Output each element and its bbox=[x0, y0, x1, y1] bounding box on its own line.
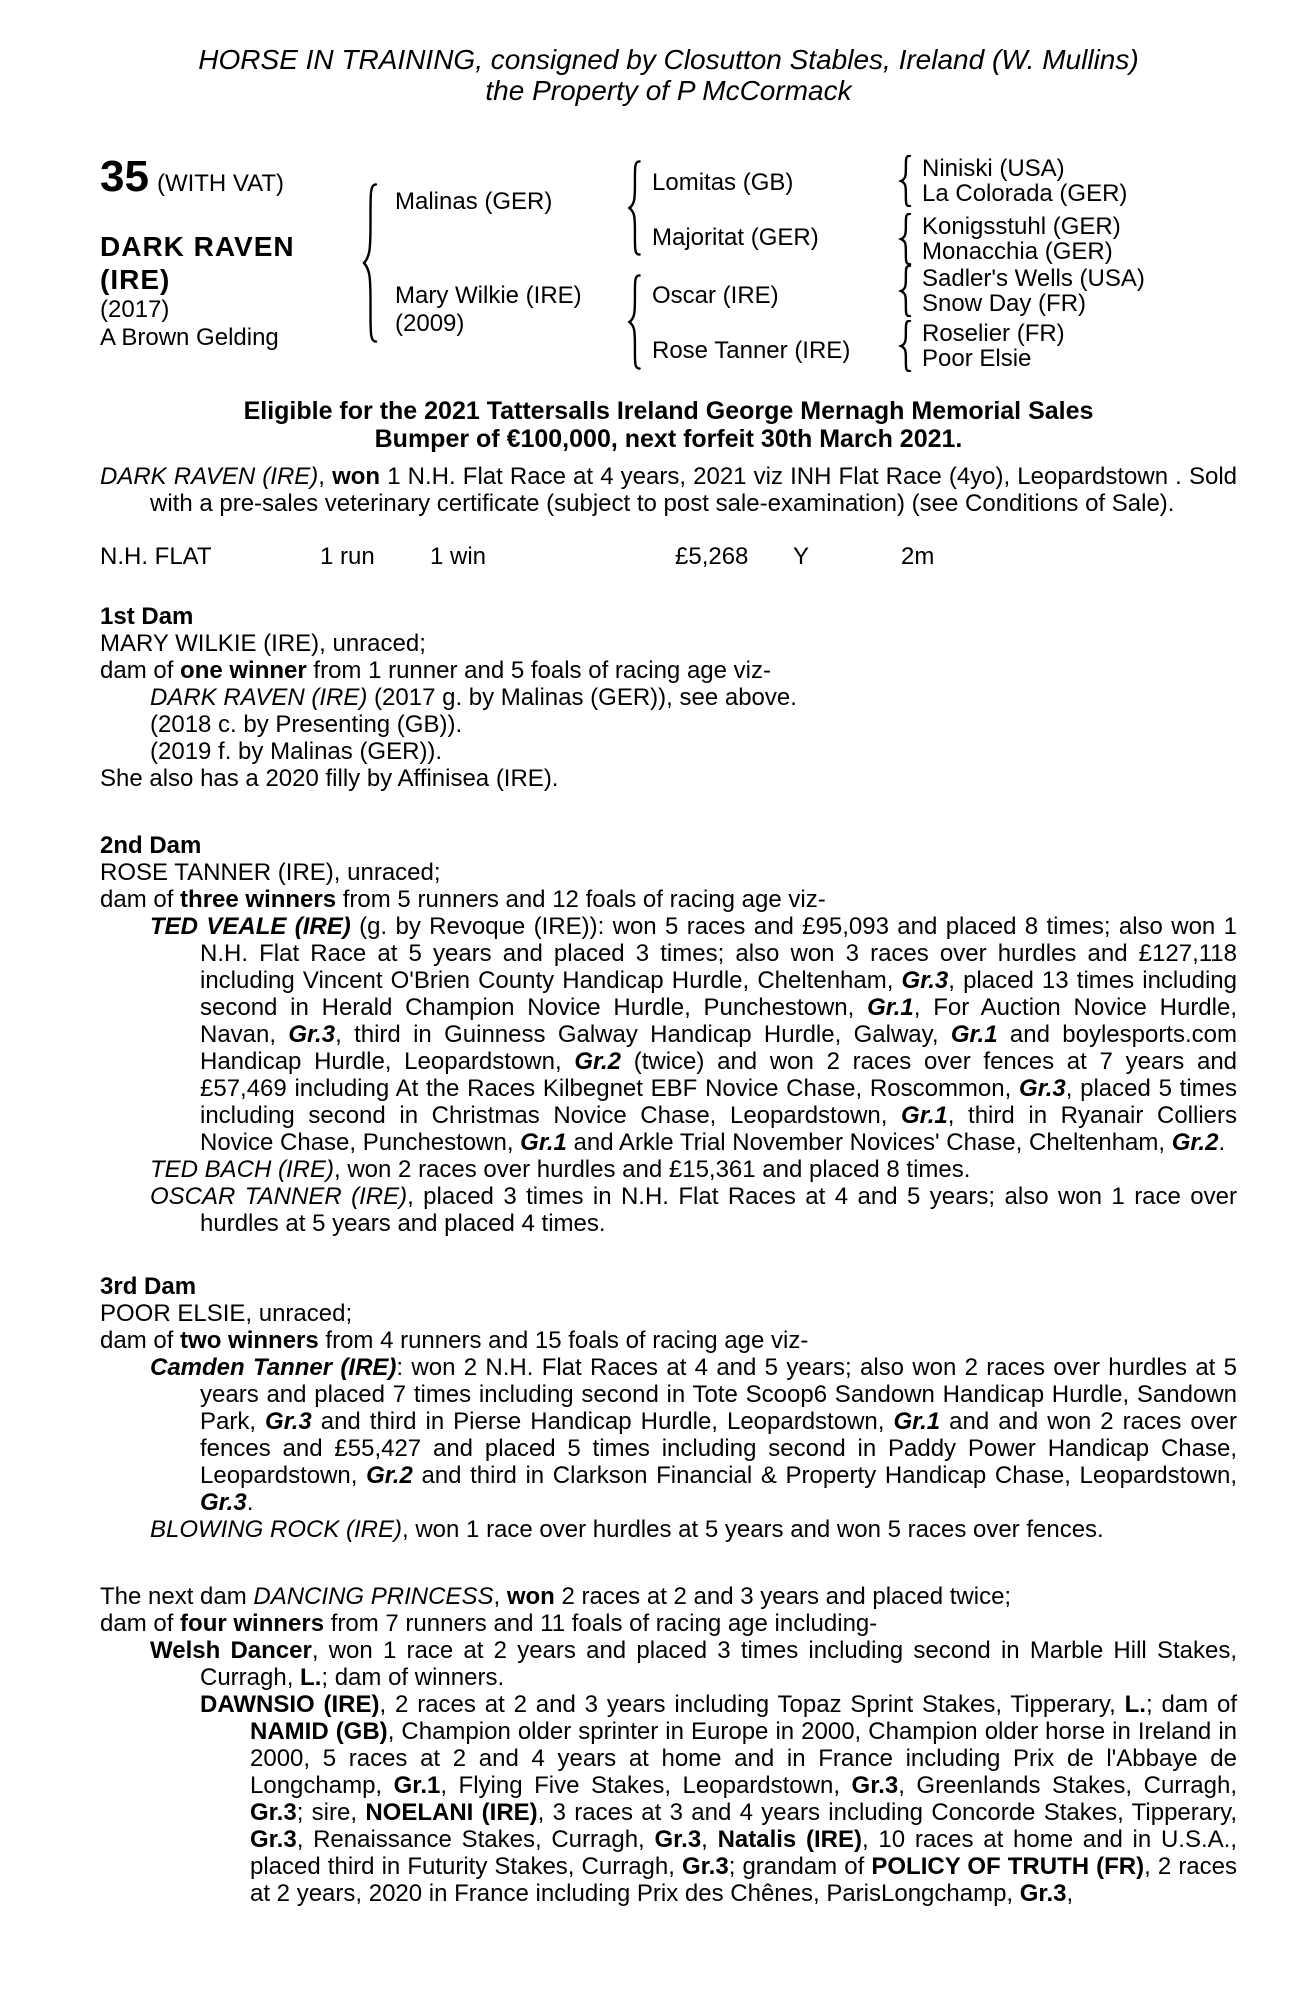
eligibility-line-1: Eligible for the 2021 Tattersalls Ireland George Mernagh Memorial Sales bbox=[243, 397, 1094, 425]
brace-gen1 bbox=[360, 182, 380, 344]
dam2-produce-3: OSCAR TANNER (IRE), placed 3 times in N.H. Flat Races at 4 and 5 years; also won 1 race over hurdles at 5 years and placed 4 times. bbox=[150, 1183, 1237, 1237]
race-record-row bbox=[100, 543, 1237, 570]
dam-year: (2009) bbox=[395, 310, 465, 337]
dam2-produce-1: TED VEALE (IRE) (g. by Revoque (IRE)): won 5 races and £95,093 and placed 8 times; also won 1 N.H. Flat Race at 5 years and placed 3 times; also won 3 races over hurdles and £127,118 including Vincent O'Brien County Handicap Hurdle, Cheltenham, Gr.3, placed 13 times including second in Herald Champion Novice Hurdle, Punchestown, Gr.1, For Auction Novice Hurdle, Navan, Gr.3, third in Guinness Galway Handicap Hurdle, Galway, Gr.1 and boylesports.com Handicap Hurdle, Leopardstown, Gr.2 (twice) and won 2 races over fences at 7 years and £57,469 including At the Races Kilbegnet EBF Novice Chase, Roscommon, Gr.3, placed 5 times including second in Christmas Novice Chase, Leopardstown, Gr.1, third in Ryanair Colliers Novice Chase, Punchestown, Gr.1 and Arkle Trial November Novices' Chase, Cheltenham, Gr.2. bbox=[150, 913, 1238, 1156]
dam-name-line: Mary Wilkie (IRE) bbox=[395, 282, 582, 309]
ggp-7: Roselier (FR) bbox=[922, 320, 1065, 347]
dam1-produce-2: (2018 c. by Presenting (GB)). bbox=[150, 711, 463, 738]
next-dam-produce-2: DAWNSIO (IRE), 2 races at 2 and 3 years including Topaz Sprint Stakes, Tipperary, L.; dam of NAMID (GB), Champion older sprinter in Europe in 2000, Champion older horse in Ireland in 2000, 5 races at 2 and 4 years at home and in France including Prix de l'Abbaye de Longchamp, Gr.1, Flying Five Stakes, Leopardstown, Gr.3, Greenlands Stakes, Curragh, Gr.3; sire, NOELANI (IRE), 3 races at 3 and 4 years including Concorde Stakes, Tipperary, Gr.3, Renaissance Stakes, Curragh, Gr.3, Natalis (IRE), 10 races at home and in U.S.A., placed third in Futurity Stakes, Curragh, Gr.3; grandam of POLICY OF TRUTH (FR), 2 races at 2 years, 2020 in France including Prix des Chênes, ParisLongchamp, Gr.3, bbox=[200, 1691, 1238, 1907]
brace-gen3-4 bbox=[898, 320, 913, 372]
dam1-heading: 1st Dam bbox=[100, 603, 194, 630]
dam3-produce-1: Camden Tanner (IRE): won 2 N.H. Flat Races at 4 and 5 years; also won 2 races over hurdles at 5 years and placed 7 times including second in Tote Scoop6 Sandown Handicap Hurdle, Sandown Park, Gr.3 and third in Pierse Handicap Hurdle, Leopardstown, Gr.1 and and won 2 races over fences and £55,427 and placed 5 times including second in Paddy Power Handicap Chase, Leopardstown, Gr.2 and third in Clarkson Financial & Property Handicap Chase, Leopardstown, Gr.3. bbox=[150, 1354, 1238, 1516]
vat-note: (WITH VAT) bbox=[156, 170, 285, 197]
dam1-note: She also has a 2020 filly by Affinisea (IRE). bbox=[100, 765, 559, 792]
ggp-3: Konigsstuhl (GER) bbox=[922, 213, 1121, 240]
race-category: N.H. FLAT bbox=[100, 543, 212, 570]
race-summary: DARK RAVEN (IRE), won 1 N.H. Flat Race at 4 years, 2021 viz INH Flat Race (4yo), Leopardstown . Sold with a pre-sales veterinary certificate (subject to post sale-examination) (see Conditions of Sale). bbox=[100, 463, 1238, 517]
dam2-heading: 2nd Dam bbox=[100, 832, 202, 859]
brace-gen3-2 bbox=[898, 213, 913, 265]
next-dam-produce-summary: dam of four winners from 7 runners and 11 foals of racing age including- bbox=[100, 1610, 878, 1637]
dam-name bbox=[395, 282, 582, 338]
race-going: Y bbox=[793, 543, 810, 570]
section-1st-dam bbox=[100, 603, 1237, 792]
grandsire-1: Lomitas (GB) bbox=[652, 169, 794, 196]
consignor-header bbox=[100, 44, 1237, 106]
next-dam-line: The next dam DANCING PRINCESS, won 2 races at 2 and 3 years and placed twice; bbox=[100, 1583, 1012, 1610]
horse-description: A Brown Gelding bbox=[100, 324, 279, 351]
dam2-produce-summary: dam of three winners from 5 runners and 12 foals of racing age viz- bbox=[100, 886, 826, 913]
foaling-year: (2017) bbox=[100, 296, 170, 323]
eligibility-line-2: Bumper of €100,000, next forfeit 30th March 2021. bbox=[374, 425, 963, 453]
dam3-produce-2: BLOWING ROCK (IRE), won 1 race over hurdles at 5 years and won 5 races over fences. bbox=[150, 1516, 1104, 1543]
dam1-produce-1: DARK RAVEN (IRE) (2017 g. by Malinas (GER)), see above. bbox=[150, 684, 797, 711]
dam3-mare-line: POOR ELSIE, unraced; bbox=[100, 1300, 353, 1327]
section-next-dam bbox=[100, 1583, 1237, 1907]
granddam-2: Rose Tanner (IRE) bbox=[652, 337, 851, 364]
ggp-4: Monacchia (GER) bbox=[922, 238, 1113, 265]
granddam-1: Majoritat (GER) bbox=[652, 224, 819, 251]
dam2-mare-line: ROSE TANNER (IRE), unraced; bbox=[100, 859, 441, 886]
lot-line bbox=[100, 154, 284, 200]
race-wins: 1 win bbox=[430, 543, 487, 570]
sire-name: Malinas (GER) bbox=[395, 188, 553, 215]
ggp-8: Poor Elsie bbox=[922, 345, 1032, 372]
race-earnings: £5,268 bbox=[675, 543, 749, 570]
grandsire-2: Oscar (IRE) bbox=[652, 282, 779, 309]
pedigree-table bbox=[100, 154, 1237, 392]
consignor-line: HORSE IN TRAINING, consigned by Closutton Stables, Ireland (W. Mullins) bbox=[198, 44, 1139, 75]
horse-suffix: (IRE) bbox=[100, 264, 171, 295]
page-content bbox=[100, 0, 1237, 1907]
ggp-1: Niniski (USA) bbox=[922, 155, 1065, 182]
next-dam-produce-1: Welsh Dancer, won 1 race at 2 years and placed 3 times including second in Marble Hill Stakes, Curragh, L.; dam of winners. bbox=[150, 1637, 1238, 1691]
ggp-5: Sadler's Wells (USA) bbox=[922, 265, 1145, 292]
dam2-produce-2: TED BACH (IRE), won 2 races over hurdles and £15,361 and placed 8 times. bbox=[150, 1156, 971, 1183]
section-2nd-dam bbox=[100, 832, 1237, 1237]
brace-gen2-sire bbox=[626, 160, 643, 256]
ggp-6: Snow Day (FR) bbox=[922, 290, 1087, 317]
section-3rd-dam bbox=[100, 1273, 1237, 1543]
brace-gen3-3 bbox=[898, 265, 913, 317]
lot-number: 35 bbox=[100, 152, 149, 201]
dam3-heading: 3rd Dam bbox=[100, 1273, 197, 1300]
eligibility-notice bbox=[100, 397, 1237, 453]
ggp-2: La Colorada (GER) bbox=[922, 180, 1128, 207]
race-runs: 1 run bbox=[320, 543, 375, 570]
horse-name: DARK RAVEN bbox=[100, 231, 295, 262]
dam1-produce-summary: dam of one winner from 1 runner and 5 foals of racing age viz- bbox=[100, 657, 771, 684]
race-distance: 2m bbox=[901, 543, 935, 570]
owner-line: the Property of P McCormack bbox=[485, 75, 852, 106]
dam3-produce-summary: dam of two winners from 4 runners and 15 foals of racing age viz- bbox=[100, 1327, 809, 1354]
brace-gen3-1 bbox=[898, 155, 913, 207]
brace-gen2-dam bbox=[626, 274, 643, 370]
dam1-produce-3: (2019 f. by Malinas (GER)). bbox=[150, 738, 443, 765]
horse-identity bbox=[100, 230, 295, 352]
dam1-mare-line: MARY WILKIE (IRE), unraced; bbox=[100, 630, 426, 657]
